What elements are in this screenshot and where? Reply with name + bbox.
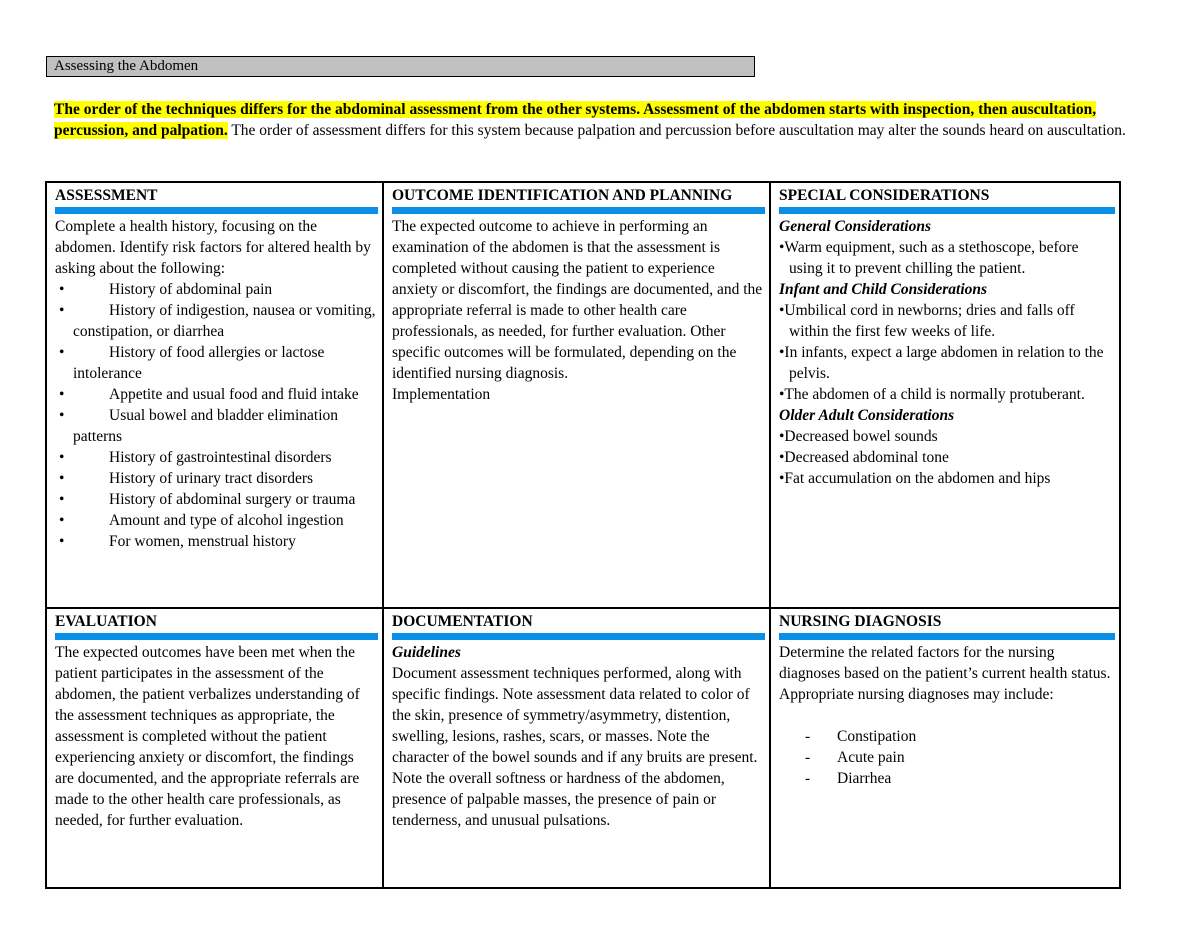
- intro-highlight: The order of the techniques differs for the abdominal assessment from the other systems. Assessment of the abdomen starts with inspection, then auscultation, percussion, and palpation.: [54, 101, 1097, 139]
- heading-bar: [55, 207, 378, 214]
- list-item: • Usual bowel and bladder elimination patterns: [59, 407, 338, 445]
- list-item: - Diarrhea: [805, 770, 892, 787]
- bullet-icon: •: [59, 407, 65, 424]
- heading-bar: [392, 207, 765, 214]
- list-item: • History of indigestion, nausea or vomiting, constipation, or diarrhea: [59, 302, 376, 340]
- outcome-heading: OUTCOME IDENTIFICATION AND PLANNING: [392, 187, 733, 204]
- bullet-icon: •: [59, 449, 65, 466]
- older-title: Older Adult Considerations: [779, 407, 955, 424]
- diagnosis-list: [779, 726, 1113, 789]
- diagnosis-text: Determine the related factors for the nursing diagnoses based on the patient’s current health status. Appropriate nursing diagnoses may include:: [779, 644, 1111, 703]
- list-item: • Appetite and usual food and fluid intake: [59, 386, 359, 403]
- list-item: •Warm equipment, such as a stethoscope, before using it to prevent chilling the patient.: [779, 239, 1079, 277]
- dash-icon: -: [805, 728, 811, 745]
- diagnosis-cell: [770, 608, 1120, 888]
- outcome-cell: [383, 182, 770, 608]
- dash-icon: -: [805, 749, 811, 766]
- list-item: •The abdomen of a child is normally protuberant.: [779, 386, 1085, 403]
- assessment-heading: ASSESSMENT: [55, 187, 158, 204]
- heading-bar: [55, 633, 378, 640]
- evaluation-heading: EVALUATION: [55, 613, 157, 630]
- list-item: •Decreased bowel sounds: [779, 428, 938, 445]
- list-item: •Decreased abdominal tone: [779, 449, 949, 466]
- special-heading: SPECIAL CONSIDERATIONS: [779, 187, 990, 204]
- list-item: •Umbilical cord in newborns; dries and falls off within the first few weeks of life.: [779, 302, 1075, 340]
- list-item: • History of abdominal pain: [59, 281, 273, 298]
- heading-bar: [779, 633, 1115, 640]
- implementation-label: Implementation: [392, 386, 491, 403]
- outcome-text: The expected outcome to achieve in performing an examination of the abdomen is that the assessment is completed without causing the patient to experience anxiety or discomfort, the findings are documented, and the appropriate referral is made to other health care professionals, as needed, for further evaluation. Other specific outcomes will be formulated, depending on the identified nursing diagnosis.: [392, 218, 763, 382]
- list-item: •Fat accumulation on the abdomen and hips: [779, 470, 1051, 487]
- list-item: • History of gastrointestinal disorders: [59, 449, 332, 466]
- list-item: - Constipation: [805, 728, 917, 745]
- bullet-icon: •: [59, 491, 65, 508]
- bullet-icon: •: [59, 281, 65, 298]
- evaluation-text: The expected outcomes have been met when the patient participates in the assessment of the abdomen, the patient verbalizes understanding of the assessment techniques as appropriate, the assessment is completed without the patient experiencing anxiety or discomfort, the findings are documented, and the appropriate referrals are made to the other health care professionals, as needed, for further evaluation.: [55, 644, 360, 829]
- bullet-icon: •: [59, 344, 65, 361]
- list-item: • Amount and type of alcohol ingestion: [59, 512, 344, 529]
- dash-icon: -: [805, 770, 811, 787]
- assessment-text: Complete a health history, focusing on the abdomen. Identify risk factors for altered health by asking about the following:: [55, 218, 371, 277]
- list-item: • History of urinary tract disorders: [59, 470, 314, 487]
- intro-paragraph: [54, 99, 1144, 141]
- assessment-list: [55, 279, 376, 552]
- documentation-cell: [383, 608, 770, 888]
- list-item: •In infants, expect a large abdomen in relation to the pelvis.: [779, 344, 1104, 382]
- guidelines-title: Guidelines: [392, 644, 461, 661]
- intro-rest: The order of assessment differs for this system because palpation and percussion before auscultation may alter the sounds heard on auscultation.: [227, 122, 1126, 139]
- list-item: • For women, menstrual history: [59, 533, 296, 550]
- bullet-icon: •: [59, 470, 65, 487]
- list-item: • History of food allergies or lactose intolerance: [59, 344, 325, 382]
- general-title: General Considerations: [779, 218, 932, 235]
- documentation-heading: DOCUMENTATION: [392, 613, 533, 630]
- bullet-icon: •: [59, 386, 65, 403]
- special-cell: [770, 182, 1120, 608]
- infant-title: Infant and Child Considerations: [779, 281, 988, 298]
- heading-bar: [779, 207, 1115, 214]
- nursing-process-table: [45, 181, 1121, 889]
- heading-bar: [392, 633, 765, 640]
- documentation-text: Document assessment techniques performed, along with specific findings. Note assessment data related to color of the skin, presence of symmetry/asymmetry, distention, swelling, lesions, rashes, scars, or masses. Note the character of the bowel sounds and if any bruits are present. Note the overall softness or hardness of the abdomen, presence of palpable masses, the presence of pain or tenderness, and unusual pulsations.: [392, 665, 758, 829]
- evaluation-cell: [46, 608, 383, 888]
- list-item: - Acute pain: [805, 749, 905, 766]
- list-item: • History of abdominal surgery or trauma: [59, 491, 356, 508]
- bullet-icon: •: [59, 512, 65, 529]
- document-title: Assessing the Abdomen: [46, 56, 755, 77]
- diagnosis-heading: NURSING DIAGNOSIS: [779, 613, 942, 630]
- bullet-icon: •: [59, 302, 65, 319]
- bullet-icon: •: [59, 533, 65, 550]
- assessment-cell: [46, 182, 383, 608]
